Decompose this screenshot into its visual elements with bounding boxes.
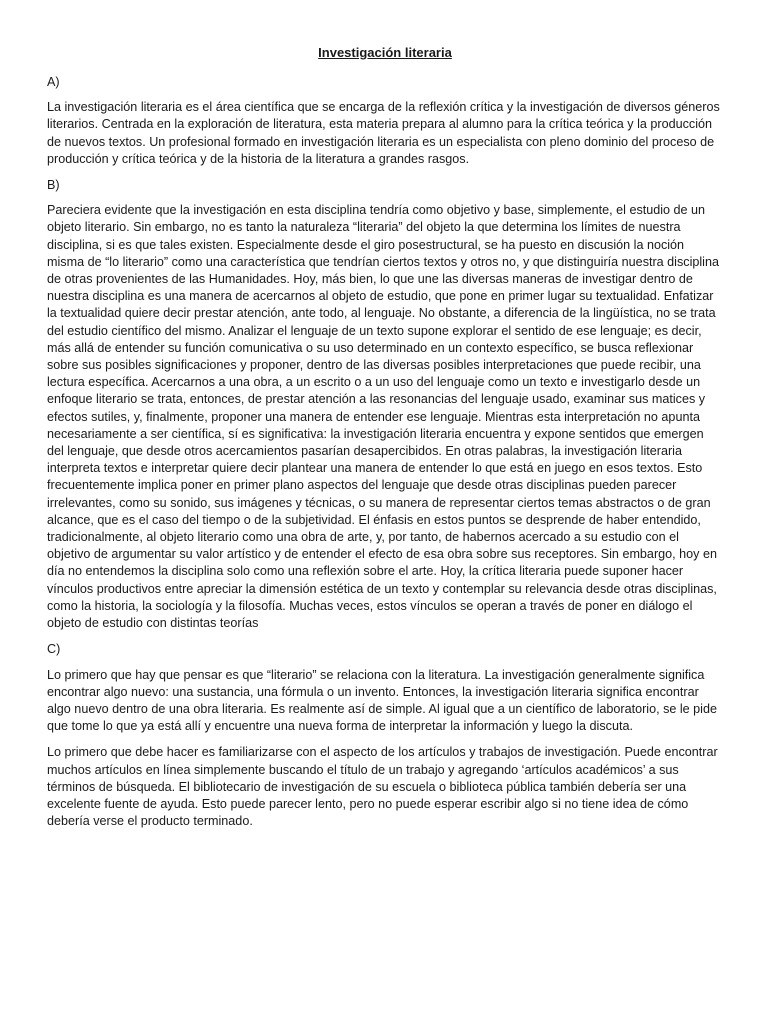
document-body bbox=[47, 44, 723, 839]
page-title: Investigación literaria bbox=[318, 45, 452, 60]
section-a bbox=[47, 74, 723, 168]
section-label: C) bbox=[47, 642, 61, 657]
section-b bbox=[47, 177, 723, 632]
section-c bbox=[47, 641, 723, 830]
paragraph: Lo primero que debe hacer es familiarizarse con el aspecto de los artículos y trabajos de investigación. Puede encontrar muchos artículos en línea simplemente buscando el título de un trabajo y agregando ‘artículos académicos’ a sus términos de búsqueda. El bibliotecario de investigación de su escuela o biblioteca pública también debería ser una excelente fuente de ayuda. Esto puede parecer lento, pero no puede esperar escribir algo si no tiene idea de cómo debería verse el producto terminado. bbox=[47, 745, 718, 829]
paragraph: Lo primero que hay que pensar es que “literario” se relaciona con la literatura. La investigación generalmente significa encontrar algo nuevo: una sustancia, una fórmula o un invento. Entonces, la investigación literaria significa encontrar algo nuevo dentro de una obra literaria. Es realmente así de simple. Al igual que a un científico de laboratorio, se le pide que tome lo que ya está allí y encuentre una nueva forma de interpretar la información y luego la discuta. bbox=[47, 667, 717, 734]
section-label: A) bbox=[47, 75, 60, 89]
section-label: B) bbox=[47, 178, 60, 193]
paragraph: Pareciera evidente que la investigación en esta disciplina tendría como objetivo y base, simplemente, el estudio de un objeto literario. Sin embargo, no es tanto la naturaleza “literaria” del objeto la que determina los límites de nuestra disciplina, si es que tales existen. Especialmente desde el giro posestructural, se ha puesto en discusión la noción misma de “lo literario” como una característica que tendrían ciertos textos y otros no, y que distinguiría nuestra disciplina de otras provenientes de las Humanidades. Hoy, más bien, lo que une las diversas maneras de investigar dentro de nuestra disciplina es una manera de acercarnos al objeto de estudio, que pone en primer lugar su textualidad. Enfatizar la textualidad quiere decir prestar atención, ante todo, al lenguaje. No obstante, a diferencia de la lingüística, no se trata del estudio científico del mismo. Analizar el lenguaje de un texto supone explorar el sentido de ese lenguaje; es decir, más allá de entender su función comunicativa o su uso determinado en un contexto específico, se busca reflexionar sobre sus posibles significaciones y proponer, dentro de las diversas posibles interpretaciones que puede recibir, una lectura específica. Acercarnos a una obra, a un escrito o a un uso del lenguaje como un texto e investigarlo desde un enfoque literario se trata, entonces, de prestar atención a las resonancias del lenguaje usado, examinar sus matices y efectos sutiles, y, finalmente, proponer una manera de entender ese lenguaje. Mientras esta interpretación no apunta necesariamente a ser científica, sí es significativa: la investigación literaria encuentra y expone sentidos que emergen del lenguaje, que desde otros acercamientos pasarían desapercibidos. En otras palabras, la investigación literaria interpreta textos e interpretar quiere decir plantear una manera de entender lo que está en juego en esos textos. Esto frecuentemente implica poner en primer plano aspectos del lenguaje que desde otras disciplinas pueden parecer irrelevantes, como su sonido, sus imágenes y técnicas, o su manera de representar ciertos temas abstractos o de gran alcance, que es el caso del tiempo o de la subjetividad. El énfasis en estos puntos se desprende de haber entendido, tradicionalmente, al objeto literario como una obra de arte, y, por tanto, de habernos acercado a su estudio con el objetivo de argumentar su valor artístico y de entender el efecto de esa obra sobre sus receptores. Sin embargo, hoy en día no entendemos la disciplina solo como una reflexión sobre el arte. Hoy, la crítica literaria puede suponer hacer vínculos productivos entre apreciar la dimensión estética de un texto y contemplar su relevancia desde otras disciplinas, como la historia, la sociología y la filosofía. Muchas veces, estos vínculos se operan a través de poner en diálogo el objeto de estudio con distintas teorías bbox=[47, 203, 719, 631]
paragraph: La investigación literaria es el área científica que se encarga de la reflexión crítica y la investigación de diversos géneros literarios. Centrada en la exploración de literatura, esta materia prepara al alumno para la crítica teórica y la producción de nuevos textos. Un profesional formado en investigación literaria es un especialista con pleno dominio del proceso de producción y crítica teórica y de la historia de la literatura a grandes rasgos. bbox=[47, 100, 720, 166]
